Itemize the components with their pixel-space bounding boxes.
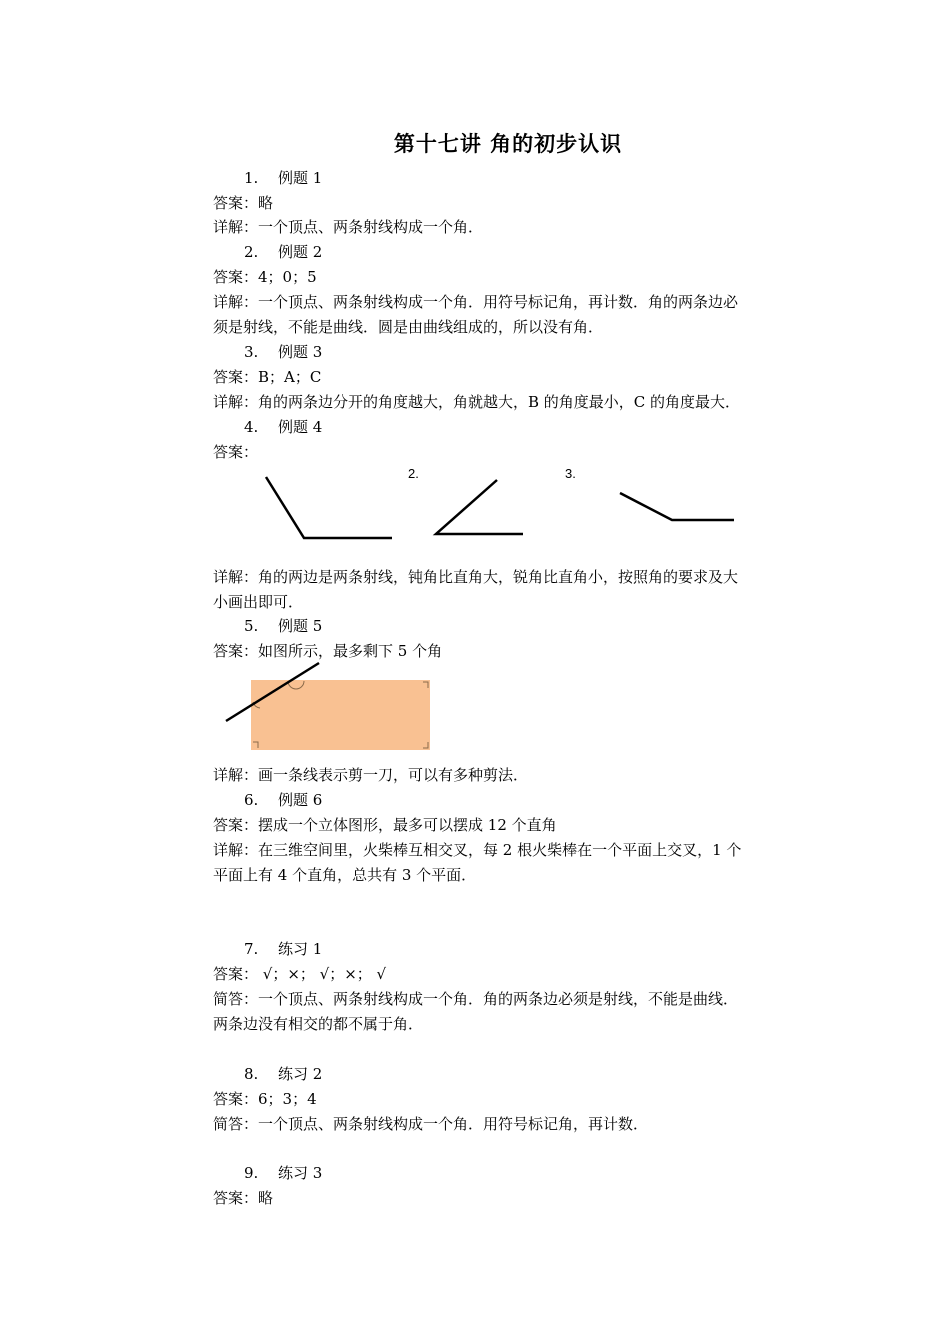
item-label: 例题 1 [278,169,323,187]
item-number: 1. [244,169,259,187]
angle-drawings [200,460,760,550]
item-9 [244,1161,322,1186]
item-number: 2. [244,243,259,261]
answer-line: 答案：略 [213,194,274,212]
acute-angle-drawing [436,480,523,534]
explanation-line: 小画出即可． [213,593,304,611]
item-number: 6. [244,791,259,809]
explanation-line: 详解：在三维空间里，火柴棒互相交叉，每 2 根火柴棒在一个平面上交叉，1 个 [213,841,742,859]
item-number: 8. [244,1065,259,1083]
explanation-line: 详解：一个顶点、两条射线构成一个角． [213,218,484,236]
cut-rectangle-figure [220,658,440,758]
item-label: 例题 4 [278,418,323,436]
page-title: 第十七讲 角的初步认识 [393,131,623,156]
figure-label-3: 3. [565,466,576,481]
item-number: 7. [244,940,259,958]
item-3 [244,340,322,365]
item-label: 例题 6 [278,791,323,809]
explanation-line: 两条边没有相交的都不属于角． [213,1015,424,1033]
item-label: 练习 1 [278,940,323,958]
explanation-line: 平面上有 4 个直角，总共有 3 个平面． [213,866,477,884]
answer-line: 答案： √；×； √；×； √ [213,965,387,983]
item-number: 4. [244,418,259,436]
explanation-line: 详解：角的两条边分开的角度越大，角就越大，B 的角度最小，C 的角度最大． [213,393,741,411]
item-number: 3. [244,343,259,361]
explanation-line: 详解：画一条线表示剪一刀，可以有多种剪法． [213,766,529,784]
answer-line: 答案：略 [213,1189,274,1207]
explanation-line: 须是射线，不能是曲线．圆是由曲线组成的，所以没有角． [213,318,604,336]
explanation-line: 简答：一个顶点、两条射线构成一个角．用符号标记角，再计数． [213,1115,649,1133]
item-4 [244,415,322,440]
item-number: 5. [244,617,259,635]
item-label: 例题 5 [278,617,323,635]
item-2 [244,240,322,265]
answer-line: 答案：如图所示，最多剩下 5 个角 [213,642,443,660]
answer-line: 答案：4；0；5 [213,268,317,286]
answer-line: 答案：6；3；4 [213,1090,317,1108]
answer-line: 答案：B；A；C [213,368,322,386]
figure-label-2: 2. [408,466,419,481]
item-label: 例题 3 [278,343,323,361]
item-5 [244,614,322,639]
item-6 [244,788,322,813]
explanation-line: 详解：角的两边是两条射线，钝角比直角大，锐角比直角小，按照角的要求及大 [213,568,739,586]
explanation-line: 详解：一个顶点、两条射线构成一个角．用符号标记角，再计数．角的两条边必 [213,293,739,311]
item-label: 例题 2 [278,243,323,261]
item-label: 练习 3 [278,1164,323,1182]
item-8 [244,1062,322,1087]
third-angle-drawing [620,493,734,520]
answer-line: 答案：摆成一个立体图形，最多可以摆成 12 个直角 [213,816,557,834]
orange-rectangle [251,680,430,750]
item-1 [244,166,322,191]
item-7 [244,937,322,962]
item-label: 练习 2 [278,1065,323,1083]
item-number: 9. [244,1164,259,1182]
obtuse-angle-drawing [266,477,392,538]
answer-line: 答案： [213,443,259,461]
explanation-line: 简答：一个顶点、两条射线构成一个角．角的两条边必须是射线，不能是曲线． [213,990,739,1008]
